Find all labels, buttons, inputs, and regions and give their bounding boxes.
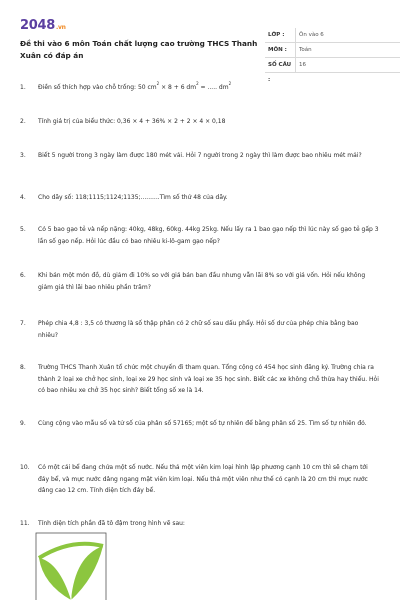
question-9 [14, 418, 386, 430]
meta-value: 16 [295, 58, 400, 72]
question-text: Tính diện tích phần đã tô đậm trong hình vẽ sau: [38, 520, 185, 527]
question-text: Trường THCS Thanh Xuân tổ chức một chuyến đi tham quan. Tổng cộng có 454 học sinh đăng ký. Trường chia ra thành 2 loại xe chở học sinh, loại xe 29 học sinh và loại xe 35 học sinh. Biết các xe không chỗ thừa hay thiếu. Hỏi có bao nhiêu xe chở 35 học sinh? Biết tổng số xe là 14. [38, 364, 379, 394]
question-number: 5. [20, 226, 26, 233]
meta-label: MÔN : [268, 47, 287, 53]
question-7 [14, 318, 386, 341]
question-number: 7. [20, 320, 26, 327]
question-number: 2. [20, 118, 26, 125]
question-text: Cho dãy số: 118;1115;1124;1135;..........Tìm số thứ 48 của dãy. [38, 194, 228, 201]
question-4 [14, 192, 386, 204]
question-number: 8. [20, 364, 26, 371]
brand-suffix: .vn [55, 24, 66, 31]
meta-label: LỚP : [268, 32, 285, 38]
question-11 [14, 518, 386, 530]
question-text: Biết 5 người trong 3 ngày làm được 180 mét vải. Hỏi 7 người trong 2 ngày thì làm được bao nhiêu mét mải? [38, 152, 362, 159]
question-text: Phép chia 4,8 : 3,5 có thương là số thập phân có 2 chữ số sau dấu phẩy. Hỏi số dư của phép chia bằng bao nhiêu? [38, 320, 359, 339]
shaded-area-figure [35, 532, 107, 600]
question-text: Cùng cộng vào mẫu số và tử số của phân số 57165; một số tự nhiên để bằng phân số 25. Tìm số tự nhiên đó. [38, 420, 367, 427]
question-number: 11. [20, 520, 30, 527]
question-5 [14, 224, 386, 247]
question-text: Tính giá trị của biểu thức: 0,36 × 4 + 36% × 2 + 2 × 4 × 0,18 [38, 118, 226, 125]
question-text: Có 5 bao gạo tẻ và nếp nặng: 40kg, 48kg, 60kg. 44kg 25kg. Nếu lấy ra 1 bao gạo nếp thì lúc này số gạo tẻ gấp 3 lần số gạo nếp. Hỏi lúc đầu có bao nhiêu ki-lô-gam gạo nếp? [38, 226, 379, 245]
document-title: Đề thi vào 6 môn Toán chất lượng cao trường THCS Thanh Xuân có đáp án [20, 39, 258, 60]
brand-name: 2048 [20, 18, 55, 33]
shaded-leaf-right [71, 546, 103, 600]
meta-value: Toán [295, 43, 400, 57]
meta-row-class [265, 28, 400, 43]
shaded-leaf-left [39, 558, 71, 600]
meta-label: SỐ CÂU : [268, 62, 292, 83]
question-8 [14, 362, 386, 397]
question-2 [14, 116, 386, 128]
meta-value: Ôn vào 6 [295, 28, 400, 42]
question-6 [14, 270, 386, 293]
question-number: 1. [20, 84, 26, 91]
meta-table [265, 28, 400, 83]
question-number: 3. [20, 152, 26, 159]
question-number: 4. [20, 194, 26, 201]
question-text: Điền số thích hợp vào chỗ trống: 50 $cm^2 \times 8 + 6$ $dm^2$ = ..... $dm^2$ [38, 81, 232, 91]
question-text: Có một cái bể đang chứa một số nước. Nếu thả một viên kim loại hình lập phương cạnh 10 cm thì sẽ chạm tới đáy bể, và mực nước dâng ngang mặt viên kim loại. Nếu thả một viên như thế có cạnh là 20 cm thì mực nước dâng cao 12 cm. Tính diện tích đáy bể. [38, 464, 368, 494]
meta-row-count [265, 58, 400, 83]
document-header [14, 14, 388, 83]
question-number: 6. [20, 272, 26, 279]
question-3 [14, 150, 386, 162]
question-10 [14, 462, 386, 497]
meta-row-subject [265, 43, 400, 58]
question-text: Khi bán một món đồ, dù giảm đi 10% so với giá bán ban đầu nhưng vẫn lãi 8% so với giá vốn. Hỏi nếu không giảm giá thì lãi bao nhiêu phần trăm? [38, 272, 366, 291]
question-number: 9. [20, 420, 26, 427]
brand-logo[interactable] [20, 18, 66, 33]
question-number: 10. [20, 464, 30, 471]
question-1 [14, 82, 386, 94]
